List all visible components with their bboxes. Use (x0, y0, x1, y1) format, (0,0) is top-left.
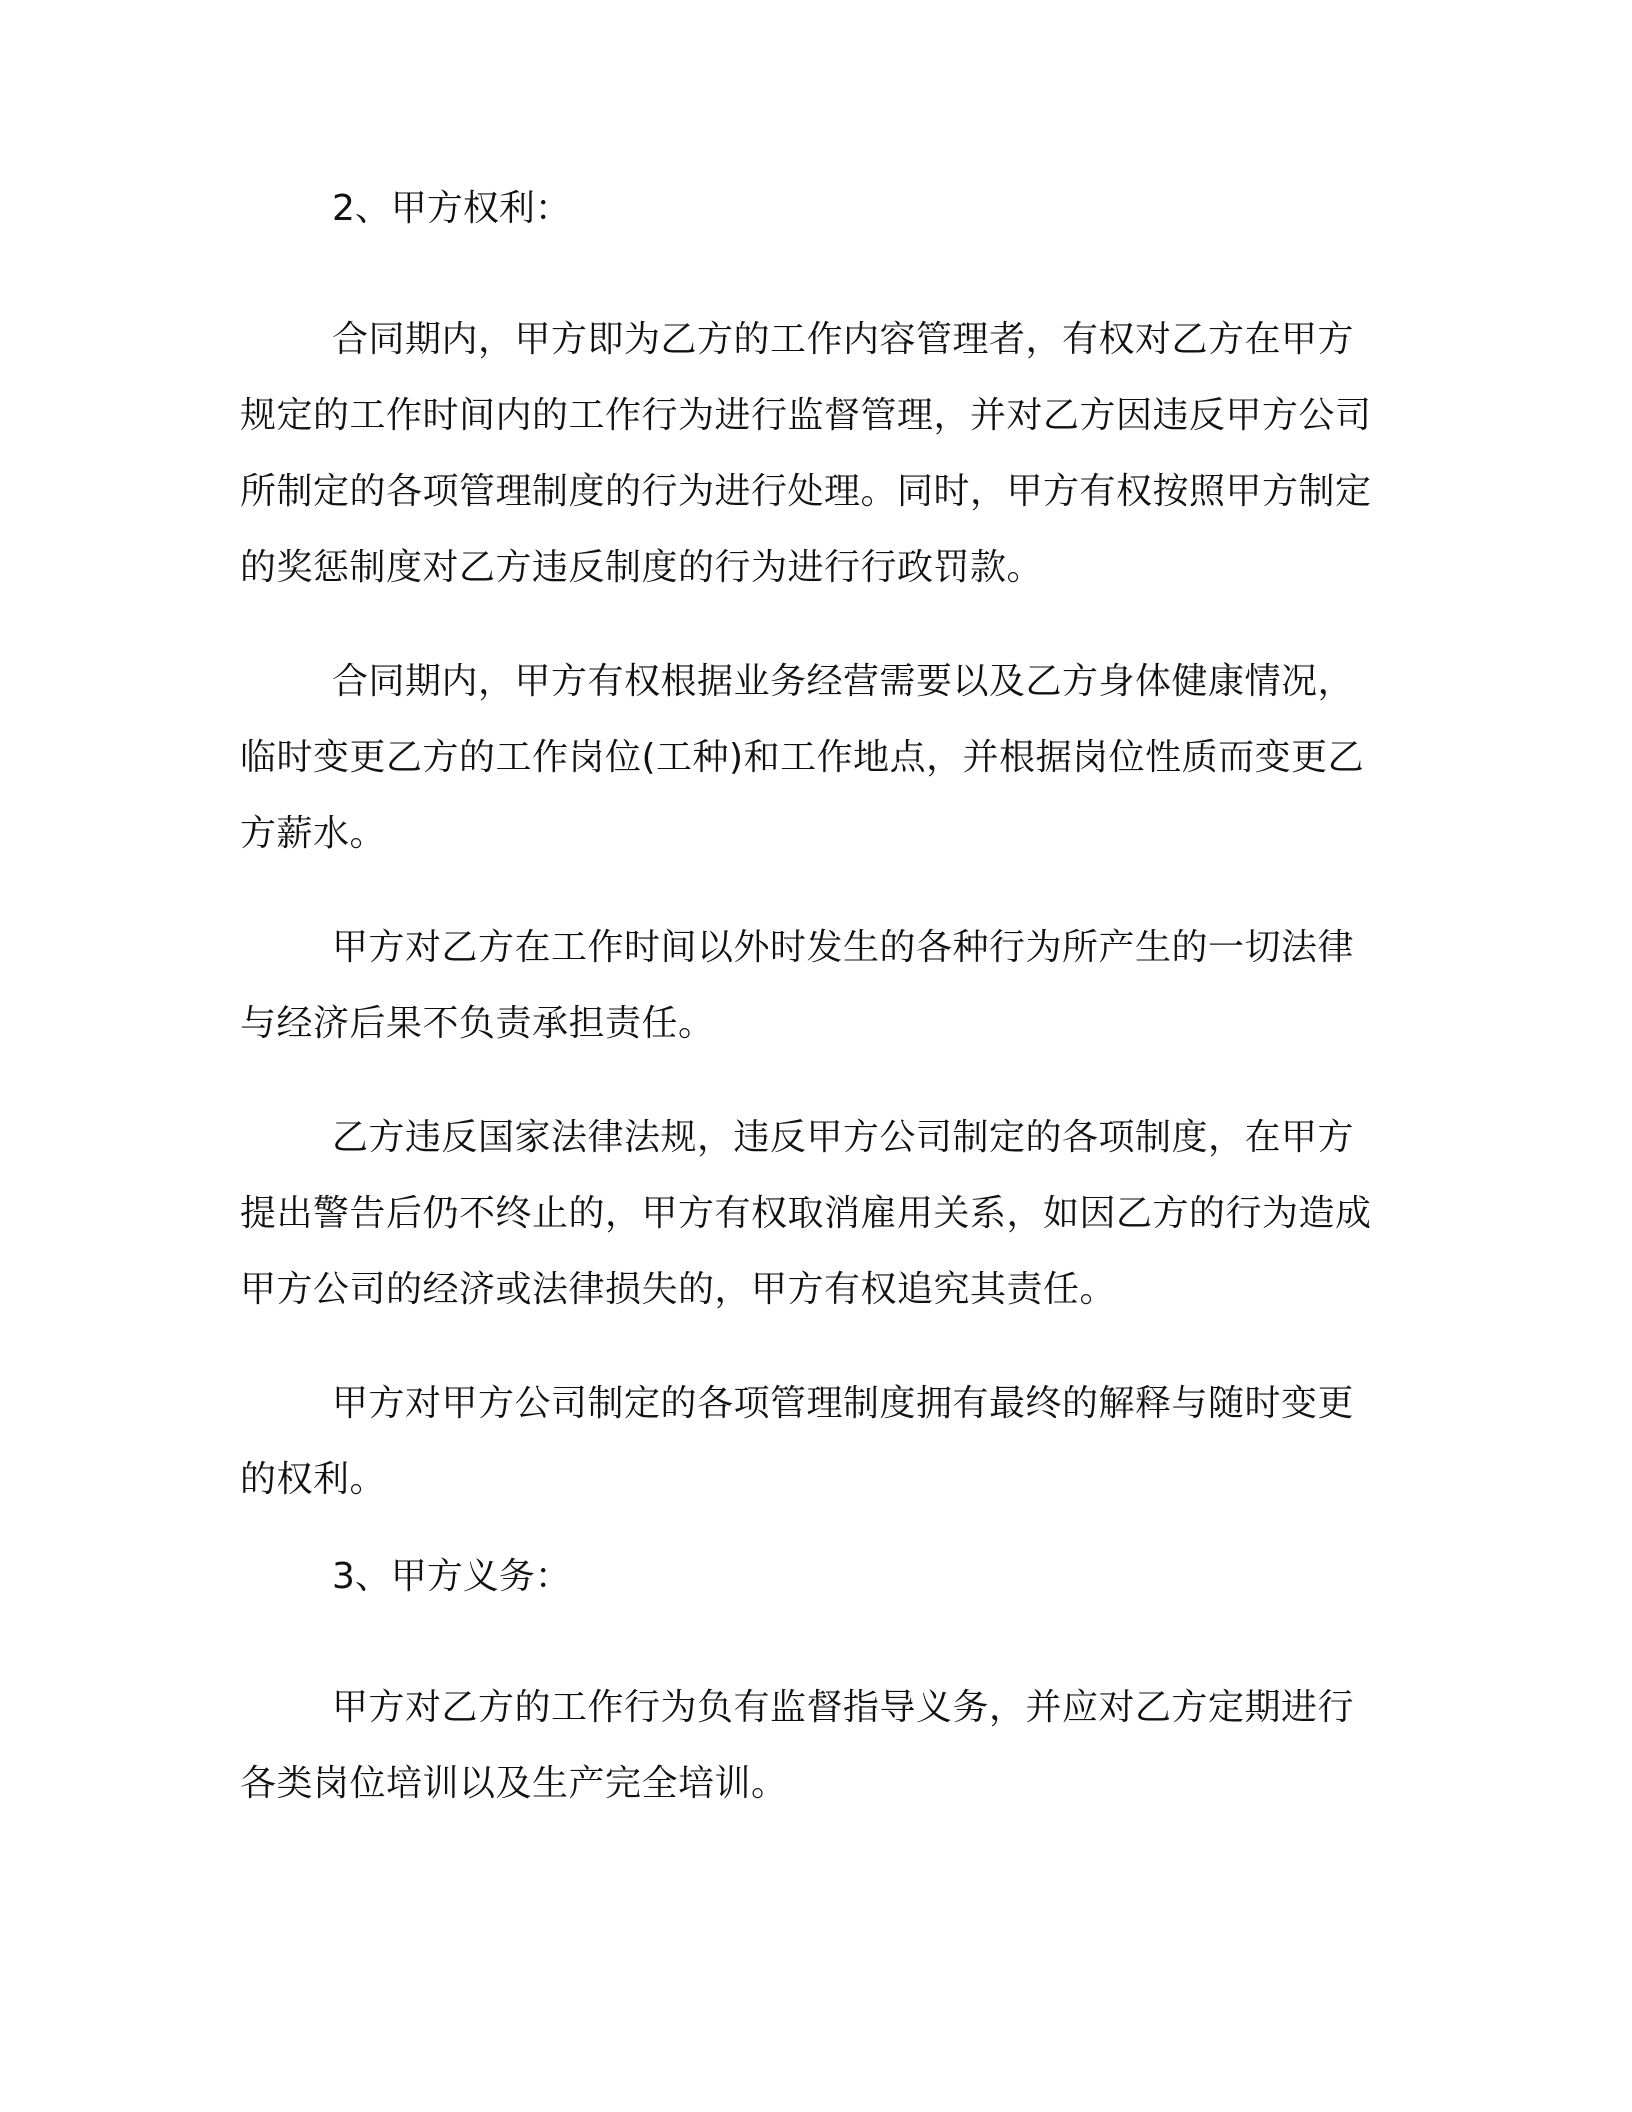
section-heading-rights: 2、甲方权利： (332, 188, 571, 229)
paragraph-rights-1: 合同期内，甲方即为乙方的工作内容管理者，有权对乙方在甲方规定的工作时间内的工作行为进行监督管理，并对乙方因违反甲方公司所制定的各项管理制度的行为进行处理。同时，甲方有权按照甲方制定的奖惩制度对乙方违反制度的行为进行行政罚款。 (240, 319, 1372, 588)
paragraph-obligations-1: 甲方对乙方的工作行为负有监督指导义务，并应对乙方定期进行各类岗位培训以及生产完全培训。 (240, 1687, 1355, 1804)
section-heading-obligations: 3、甲方义务： (332, 1556, 571, 1597)
paragraph-rights-4: 乙方违反国家法律法规，违反甲方公司制定的各项制度，在甲方提出警告后仍不终止的，甲方有权取消雇用关系，如因乙方的行为造成甲方公司的经济或法律损失的，甲方有权追究其责任。 (240, 1117, 1372, 1310)
document-body (240, 188, 1380, 1822)
paragraph-rights-3: 甲方对乙方在工作时间以外时发生的各种行为所产生的一切法律与经济后果不负责承担责任。 (240, 927, 1355, 1044)
paragraph-rights-5: 甲方对甲方公司制定的各项管理制度拥有最终的解释与随时变更的权利。 (240, 1383, 1355, 1500)
paragraph-rights-2: 合同期内，甲方有权根据业务经营需要以及乙方身体健康情况，临时变更乙方的工作岗位(工种)和工作地点，并根据岗位性质而变更乙方薪水。 (240, 661, 1365, 854)
